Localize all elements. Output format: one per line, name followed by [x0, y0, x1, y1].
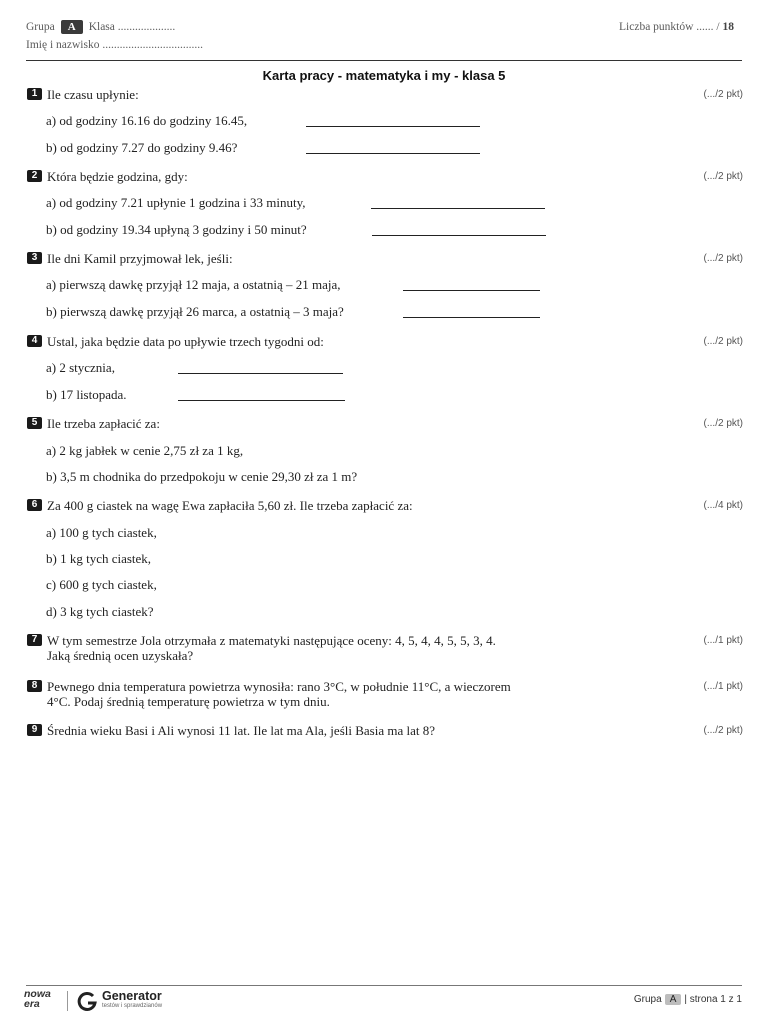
task-4 — [27, 334, 743, 402]
task-number-badge: 9 — [27, 724, 42, 736]
footer-group-label: Grupa — [633, 994, 662, 1005]
subtask-a: a) od godziny 7.21 upłynie 1 godzina i 33 minuty, — [46, 195, 306, 210]
task-number-badge: 5 — [27, 417, 42, 429]
task-points: (.../2 pkt) — [703, 336, 743, 347]
points-total: 18 — [722, 21, 734, 33]
subtask-b: b) 3,5 m chodnika do przedpokoju w cenie 29,30 zł za 1 m? — [46, 469, 358, 484]
group-badge: A — [61, 20, 83, 34]
task-points: (.../2 pkt) — [703, 725, 743, 736]
subtask-d: d) 3 kg tych ciastek? — [46, 604, 154, 619]
task-question: Średnia wieku Basi i Ali wynosi 11 lat. Ile lat ma Ala, jeśli Basia ma lat 8? — [47, 723, 436, 738]
task-6 — [27, 498, 743, 619]
task-question-cont: Jaką średnią ocen uzyskała? — [47, 648, 194, 663]
subtask-a: a) 100 g tych ciastek, — [46, 525, 157, 540]
answer-line[interactable] — [371, 196, 545, 209]
task-7 — [27, 633, 743, 663]
answer-line[interactable] — [178, 361, 343, 374]
task-points: (.../2 pkt) — [703, 171, 743, 182]
task-question: Ustal, jaka będzie data po upływie trzech tygodni od: — [47, 334, 324, 349]
subtask-c: c) 600 g tych ciastek, — [46, 577, 157, 592]
task-points: (.../2 pkt) — [703, 253, 743, 264]
answer-line[interactable] — [403, 305, 540, 318]
task-points: (.../1 pkt) — [703, 681, 743, 692]
subtask-a: a) 2 stycznia, — [46, 360, 115, 375]
answer-line[interactable] — [306, 114, 480, 127]
task-question: Ile czasu upłynie: — [47, 87, 139, 102]
points-box — [619, 18, 734, 36]
task-2 — [27, 169, 743, 237]
task-number-badge: 8 — [27, 680, 42, 692]
generator-icon — [76, 990, 98, 1012]
task-question: Za 400 g ciastek na wagę Ewa zapłaciła 5,60 zł. Ile trzeba zapłacić za: — [47, 498, 413, 513]
task-number-badge: 6 — [27, 499, 42, 511]
logo-separator — [67, 991, 68, 1011]
group-label: Grupa — [26, 21, 55, 33]
task-question-cont: 4°C. Podaj średnią temperaturę powietrza w tym dniu. — [47, 694, 330, 709]
task-question: Ile trzeba zapłacić za: — [47, 416, 160, 431]
generator-subtitle: testów i sprawdzianów — [102, 1003, 163, 1009]
class-field[interactable]: Klasa .................... — [88, 21, 176, 33]
subtask-a: a) od godziny 16.16 do godziny 16.45, — [46, 113, 248, 128]
publisher-logo — [24, 989, 224, 1013]
task-points: (.../1 pkt) — [703, 635, 743, 646]
footer-group-badge: A — [665, 994, 682, 1005]
subtask-b: b) od godziny 19.34 upłyną 3 godziny i 50 minut? — [46, 222, 307, 237]
task-points: (.../2 pkt) — [703, 89, 743, 100]
header-divider — [26, 60, 742, 61]
answer-line[interactable] — [178, 388, 345, 401]
subtask-b: b) 1 kg tych ciastek, — [46, 551, 152, 566]
answer-line[interactable] — [403, 278, 540, 291]
task-question: Która będzie godzina, gdy: — [47, 169, 188, 184]
subtask-b: b) od godziny 7.27 do godziny 9.46? — [46, 140, 238, 155]
task-5 — [27, 416, 743, 484]
footer-divider — [26, 985, 742, 986]
answer-line[interactable] — [306, 141, 480, 154]
task-question: Ile dni Kamil przyjmował lek, jeśli: — [47, 251, 233, 266]
name-field[interactable]: Imię i nazwisko ................................... — [26, 39, 203, 51]
task-number-badge: 2 — [27, 170, 42, 182]
task-1 — [27, 87, 743, 155]
subtask-b: b) pierwszą dawkę przyjął 26 marca, a ostatnią – 3 maja? — [46, 304, 344, 319]
generator-name: Generator — [102, 989, 162, 1003]
task-9 — [27, 723, 743, 738]
nowa-era-logo: nowa era — [24, 988, 51, 1010]
subtask-b: b) 17 listopada. — [46, 387, 127, 402]
page-info — [634, 994, 742, 1005]
task-points: (.../2 pkt) — [703, 418, 743, 429]
task-8 — [27, 679, 743, 709]
task-number-badge: 7 — [27, 634, 42, 646]
task-points: (.../4 pkt) — [703, 500, 743, 511]
task-question: Pewnego dnia temperatura powietrza wynosiła: rano 3°C, w południe 11°C, a wieczorem — [47, 679, 511, 694]
task-3 — [27, 251, 743, 319]
task-number-badge: 3 — [27, 252, 42, 264]
subtask-a: a) 2 kg jabłek w cenie 2,75 zł za 1 kg, — [46, 443, 244, 458]
page-title: Karta pracy - matematyka i my - klasa 5 — [262, 68, 506, 83]
answer-line[interactable] — [372, 223, 546, 236]
page-number: | strona 1 z 1 — [684, 994, 742, 1005]
task-question: W tym semestrze Jola otrzymała z matematyki następujące oceny: 4, 5, 4, 4, 5, 5, 3, 4. — [47, 633, 496, 648]
task-number-badge: 4 — [27, 335, 42, 347]
worksheet-header — [26, 18, 742, 54]
points-label: Liczba punktów ...... / — [619, 21, 720, 33]
subtask-a: a) pierwszą dawkę przyjął 12 maja, a ostatnią – 21 maja, — [46, 277, 341, 292]
task-number-badge: 1 — [27, 88, 42, 100]
